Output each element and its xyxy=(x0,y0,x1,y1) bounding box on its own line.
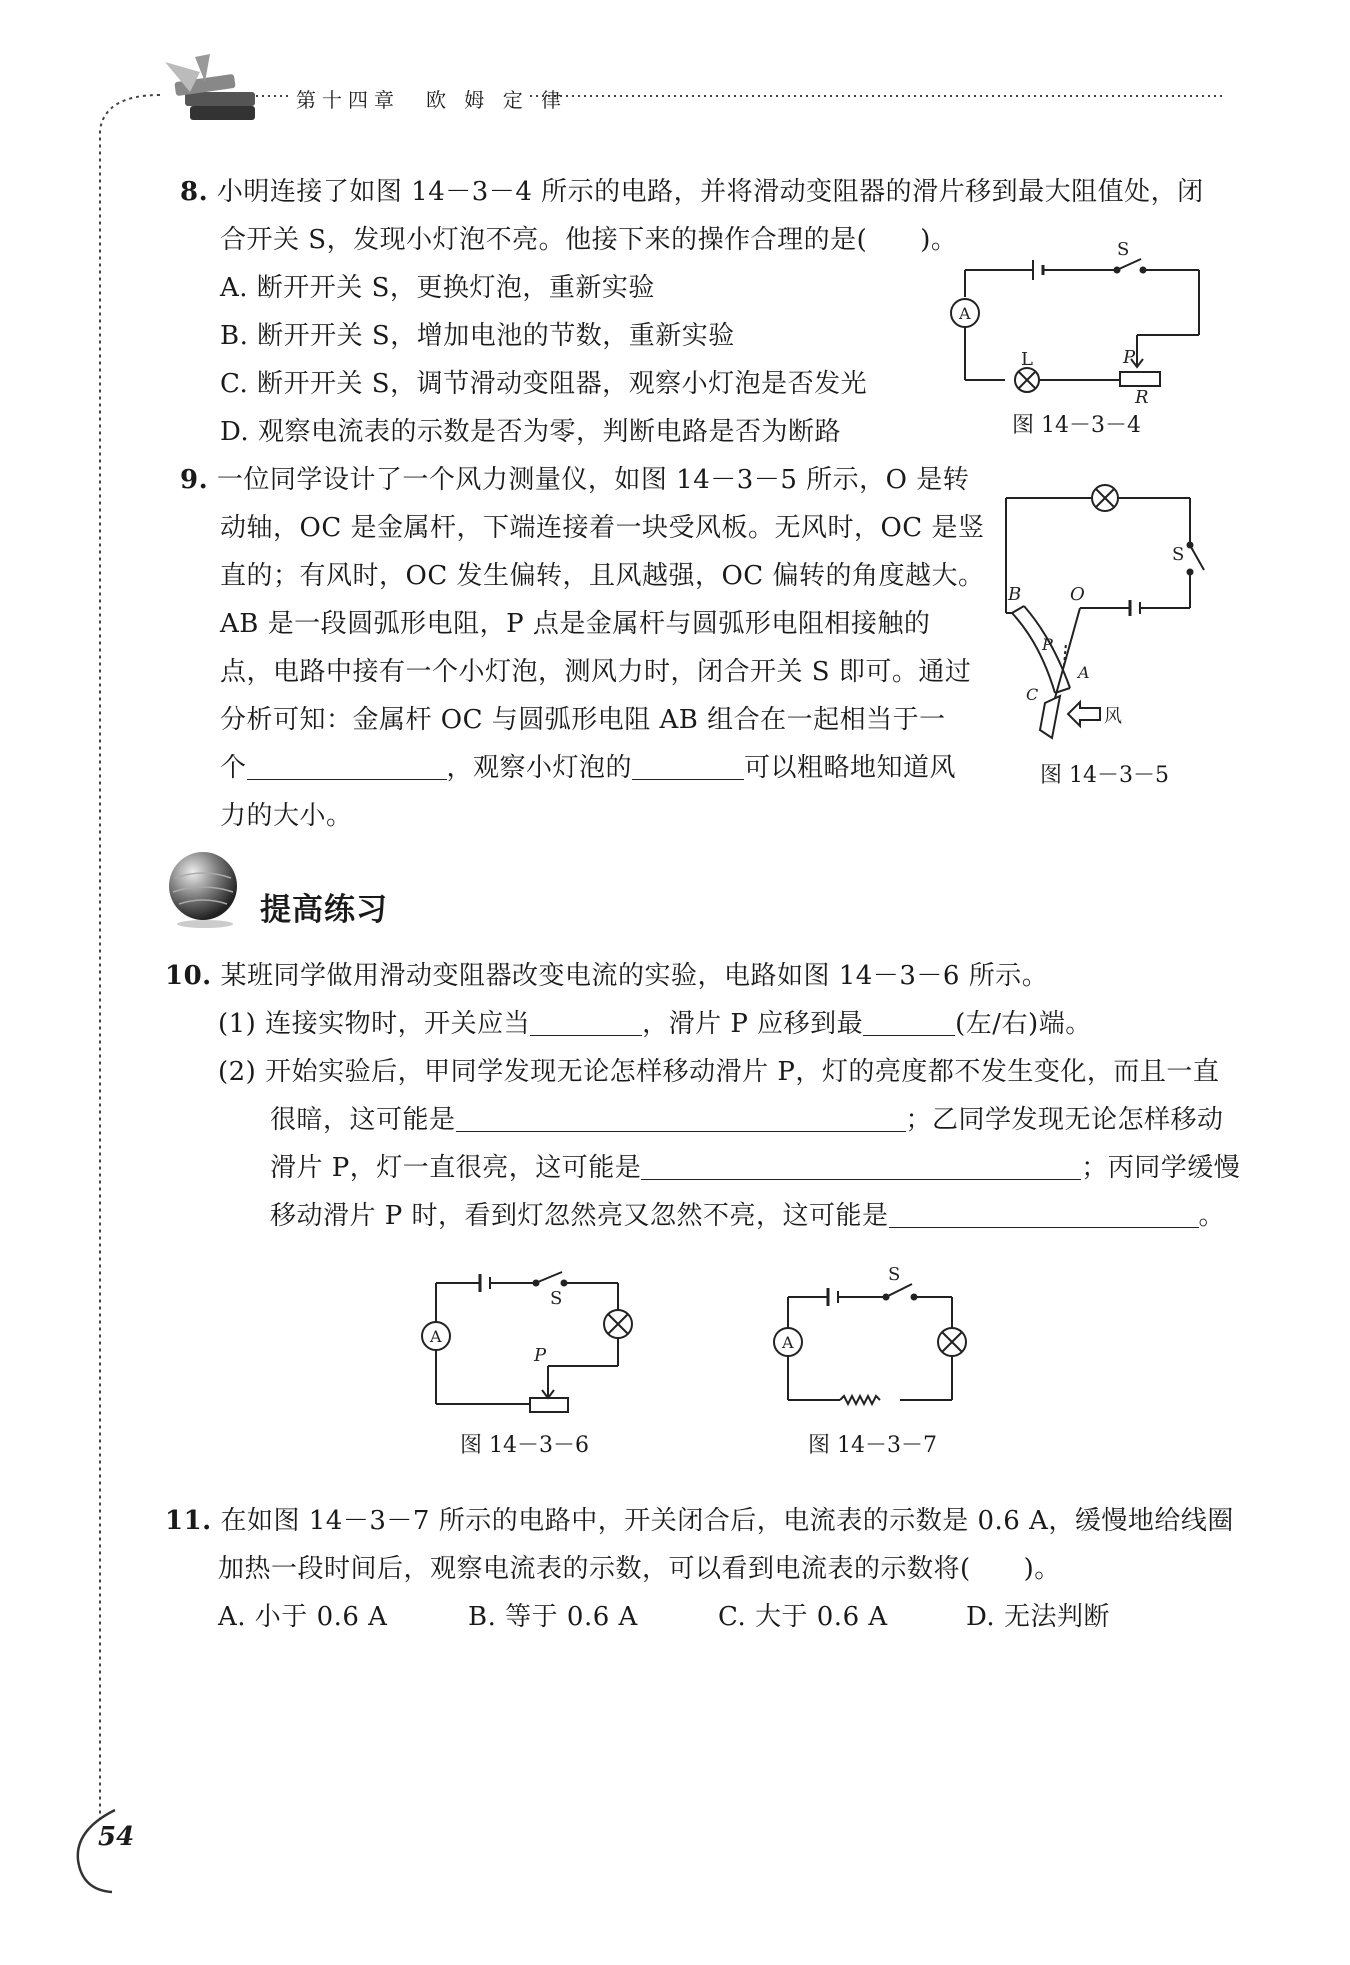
q9-line5: 点，电路中接有一个小灯泡，测风力时，闭合开关 S 即可。通过 xyxy=(220,657,972,687)
q11-number: 11. xyxy=(165,1506,212,1536)
fig6-label-a: A xyxy=(430,1327,442,1346)
q9-line8: 力的大小。 xyxy=(220,801,353,831)
circuit-diagram-14-3-4 xyxy=(945,235,1215,405)
fig4-label-s: S xyxy=(1117,239,1130,260)
q8-option-b: B. 断开开关 S，增加电池的节数，重新实验 xyxy=(220,321,735,351)
fig4-label-p: P xyxy=(1123,347,1136,368)
fig6-label-s: S xyxy=(550,1288,563,1309)
q8-line2: 合开关 S，发现小灯泡不亮。他接下来的操作合理的是( )。 xyxy=(220,225,958,255)
q10-line1: 10. 某班同学做用滑动变阻器改变电流的实验，电路如图 14－3－6 所示。 xyxy=(165,961,1049,991)
section-title: 提高练习 xyxy=(260,892,388,928)
fig4-label-r: R xyxy=(1135,387,1149,405)
q10-blank-1[interactable] xyxy=(530,1009,642,1036)
fig5-label-wind: 风 xyxy=(1104,706,1122,727)
fig5-label-s: S xyxy=(1172,544,1185,565)
q11-option-b: B. 等于 0.6 A xyxy=(468,1602,638,1632)
q10-part2-line3: 滑片 P，灯一直很亮，这可能是 ；丙同学缓慢 xyxy=(270,1153,1241,1183)
q8-line1: 8. 小明连接了如图 14－3－4 所示的电路，并将滑动变阻器的滑片移到最大阻值处，闭 xyxy=(180,177,1204,207)
q10-part2-line4: 移动滑片 P 时，看到灯忽然亮又忽然不亮，这可能是 。 xyxy=(270,1201,1226,1231)
fig5-label-o: O xyxy=(1070,584,1085,605)
section-ball-icon xyxy=(165,848,245,928)
q9-blank-1[interactable] xyxy=(247,753,447,780)
q11-option-d: D. 无法判断 xyxy=(966,1602,1110,1632)
q9-line1: 9. 一位同学设计了一个风力测量仪，如图 14－3－5 所示，O 是转 xyxy=(180,465,970,495)
circuit-diagram-14-3-6 xyxy=(408,1258,648,1418)
fig5-label-c: C xyxy=(1026,685,1039,704)
q10-part2-line1: (2) 开始实验后，甲同学发现无论怎样移动滑片 P，灯的亮度都不发生变化，而且一直 xyxy=(218,1057,1220,1087)
header-logo-icon xyxy=(155,52,265,132)
q11-option-a: A. 小于 0.6 A xyxy=(218,1602,388,1632)
q10-number: 10. xyxy=(165,961,212,991)
fig-caption-14-3-7: 图 14－3－7 xyxy=(808,1433,937,1458)
fig-caption-14-3-4: 图 14－3－4 xyxy=(1012,413,1141,438)
chapter-header: 第十四章 欧 姆 定 律 xyxy=(296,88,568,112)
fig6-label-p: P xyxy=(534,1345,547,1366)
q9-number: 9. xyxy=(180,465,209,495)
fig-caption-14-3-5: 图 14－3－5 xyxy=(1040,763,1169,788)
circuit-diagram-14-3-7 xyxy=(760,1262,980,1412)
q9-line4: AB 是一段圆弧形电阻，P 点是金属杆与圆弧形电阻相接触的 xyxy=(220,609,931,639)
fig5-label-b: B xyxy=(1008,584,1022,605)
q9-line3: 直的；有风时，OC 发生偏转，且风越强，OC 偏转的角度越大。 xyxy=(220,561,985,591)
q10-blank-5[interactable] xyxy=(889,1201,1199,1228)
fig4-label-l: L xyxy=(1021,349,1033,370)
q9-line7: 个 ，观察小灯泡的 可以粗略地知道风 xyxy=(220,753,957,783)
q8-option-c: C. 断开开关 S，调节滑动变阻器，观察小灯泡是否发光 xyxy=(220,369,868,399)
fig-caption-14-3-6: 图 14－3－6 xyxy=(460,1433,589,1458)
q10-blank-2[interactable] xyxy=(863,1009,955,1036)
q11-line1: 11. 在如图 14－3－7 所示的电路中，开关闭合后，电流表的示数是 0.6 A，缓慢地给线圈 xyxy=(165,1506,1234,1536)
q11-line2: 加热一段时间后，观察电流表的示数，可以看到电流表的示数将( )。 xyxy=(218,1554,1061,1584)
fig5-label-p: P xyxy=(1042,635,1053,654)
fig7-label-s: S xyxy=(888,1264,901,1285)
q9-line2: 动轴，OC 是金属杆，下端连接着一块受风板。无风时，OC 是竖 xyxy=(220,513,985,543)
q8-option-d: D. 观察电流表的示数是否为零，判断电路是否为断路 xyxy=(220,417,841,447)
q9-blank-2[interactable] xyxy=(632,753,744,780)
q9-line6: 分析可知：金属杆 OC 与圆弧形电阻 AB 组合在一起相当于一 xyxy=(220,705,946,735)
fig5-label-a: A xyxy=(1078,663,1090,682)
q8-number: 8. xyxy=(180,177,209,207)
q8-option-a: A. 断开开关 S，更换灯泡，重新实验 xyxy=(220,273,655,303)
page-number: 54 xyxy=(98,1822,135,1852)
wind-meter-diagram-14-3-5 xyxy=(1000,478,1230,748)
q11-option-c: C. 大于 0.6 A xyxy=(718,1602,888,1632)
q10-blank-3[interactable] xyxy=(456,1105,906,1132)
fig7-label-a: A xyxy=(782,1333,794,1352)
q10-part2-line2: 很暗，这可能是 ；乙同学发现无论怎样移动 xyxy=(270,1105,1224,1135)
q10-part1: (1) 连接实物时，开关应当 ，滑片 P 应移到最 (左/右)端。 xyxy=(218,1009,1092,1039)
q10-blank-4[interactable] xyxy=(641,1153,1081,1180)
fig4-label-a: A xyxy=(959,304,971,323)
